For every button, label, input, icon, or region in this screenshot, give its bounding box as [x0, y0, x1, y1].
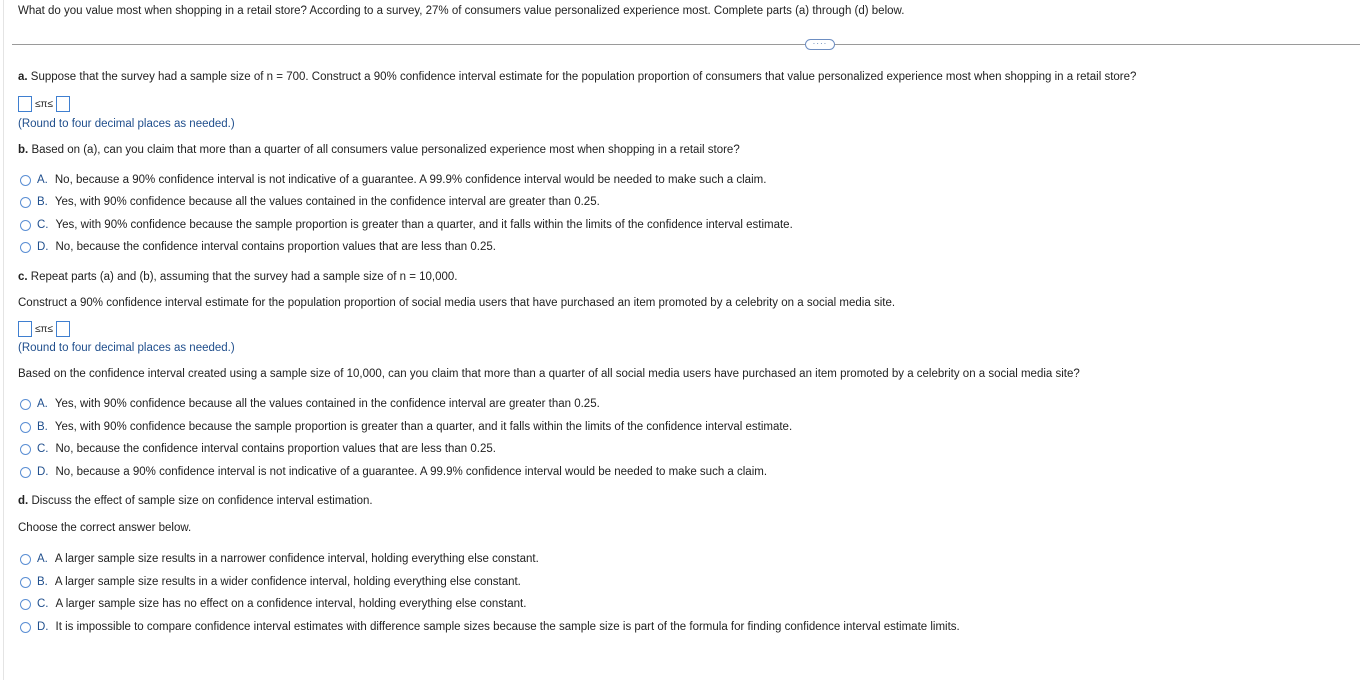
radio-icon[interactable] [20, 422, 31, 433]
radio-icon[interactable] [20, 242, 31, 253]
part-b-label: b. [18, 144, 29, 156]
option-text: Yes, with 90% confidence because the sample proportion is greater than a quarter, and it falls within the limits of the confidence interval estimate. [55, 219, 793, 231]
problem-intro: What do you value most when shopping in a retail store? According to a survey, 27% of consumers value personalized experience most. Complete parts (a) through (d) below. [18, 5, 905, 17]
more-button[interactable]: ···· [805, 39, 835, 50]
option-letter: D. [37, 466, 49, 478]
left-border [3, 0, 4, 680]
radio-icon[interactable] [20, 220, 31, 231]
radio-icon[interactable] [20, 399, 31, 410]
part-d-option-a[interactable] [20, 553, 539, 565]
option-text: A larger sample size results in a wider confidence interval, holding everything else constant. [54, 576, 521, 588]
option-text: Yes, with 90% confidence because all the values contained in the confidence interval are greater than 0.25. [54, 398, 600, 410]
option-letter: D. [37, 241, 49, 253]
part-d-option-d[interactable] [20, 621, 960, 633]
part-b-option-b[interactable] [20, 196, 600, 208]
option-text: Yes, with 90% confidence because the sample proportion is greater than a quarter, and it falls within the limits of the confidence interval estimate. [54, 421, 793, 433]
radio-icon[interactable] [20, 197, 31, 208]
part-b-option-c[interactable] [20, 219, 793, 231]
radio-icon[interactable] [20, 175, 31, 186]
part-c-option-b[interactable] [20, 421, 792, 433]
part-b-question [18, 144, 740, 156]
part-a-label: a. [18, 71, 28, 83]
part-a-question [18, 71, 1136, 83]
part-d-option-b[interactable] [20, 576, 521, 588]
part-c-construct: Construct a 90% confidence interval estimate for the population proportion of social media users that have purchased an item promoted by a celebrity on a social media site. [18, 297, 896, 309]
part-c-question [18, 271, 458, 283]
part-a-text: Suppose that the survey had a sample size of n = 700. Construct a 90% confidence interval estimate for the population proportion of consumers that value personalized experience most when shopping in a retail store? [30, 71, 1137, 83]
part-d-question [18, 495, 373, 507]
option-letter: B. [37, 421, 48, 433]
divider [12, 44, 1360, 45]
part-c-option-c[interactable] [20, 443, 496, 455]
part-a-inequality: ≤π≤ [35, 98, 53, 110]
option-letter: A. [37, 553, 48, 565]
part-c-inequality: ≤π≤ [35, 323, 53, 335]
part-c-hint: (Round to four decimal places as needed.) [18, 342, 235, 354]
option-text: No, because the confidence interval contains proportion values that are less than 0.25. [55, 241, 496, 253]
part-a-interval [18, 96, 70, 112]
option-letter: C. [37, 443, 49, 455]
radio-icon[interactable] [20, 599, 31, 610]
part-a-lower-input[interactable] [18, 96, 32, 112]
part-c-option-d[interactable] [20, 466, 767, 478]
part-d-option-c[interactable] [20, 598, 526, 610]
part-b-option-d[interactable] [20, 241, 496, 253]
part-a-upper-input[interactable] [56, 96, 70, 112]
part-d-prompt: Choose the correct answer below. [18, 522, 192, 534]
option-letter: A. [37, 398, 48, 410]
option-letter: C. [37, 598, 49, 610]
option-letter: D. [37, 621, 49, 633]
part-c-label: c. [18, 271, 28, 283]
option-letter: B. [37, 196, 48, 208]
part-d-label: d. [18, 495, 29, 507]
part-c-text: Repeat parts (a) and (b), assuming that the survey had a sample size of n = 10,000. [30, 271, 458, 283]
option-letter: B. [37, 576, 48, 588]
radio-icon[interactable] [20, 577, 31, 588]
part-b-text: Based on (a), can you claim that more than a quarter of all consumers value personalized experience most when shopping in a retail store? [31, 144, 740, 156]
radio-icon[interactable] [20, 467, 31, 478]
option-text: No, because a 90% confidence interval is not indicative of a guarantee. A 99.9% confidence interval would be needed to make such a claim. [55, 466, 768, 478]
radio-icon[interactable] [20, 444, 31, 455]
part-c-interval [18, 321, 70, 337]
option-text: No, because a 90% confidence interval is not indicative of a guarantee. A 99.9% confidence interval would be needed to make such a claim. [54, 174, 767, 186]
part-c-lower-input[interactable] [18, 321, 32, 337]
option-text: It is impossible to compare confidence interval estimates with difference sample sizes because the sample size is part of the formula for finding confidence interval estimate limits. [55, 621, 960, 633]
part-c-upper-input[interactable] [56, 321, 70, 337]
part-d-text: Discuss the effect of sample size on confidence interval estimation. [31, 495, 373, 507]
part-c-claim-question: Based on the confidence interval created using a sample size of 10,000, can you claim that more than a quarter of all social media users have purchased an item promoted by a celebrity on a social media site? [18, 368, 1080, 380]
option-letter: C. [37, 219, 49, 231]
option-letter: A. [37, 174, 48, 186]
option-text: Yes, with 90% confidence because all the values contained in the confidence interval are greater than 0.25. [54, 196, 600, 208]
part-c-option-a[interactable] [20, 398, 600, 410]
part-b-option-a[interactable] [20, 174, 766, 186]
option-text: A larger sample size results in a narrower confidence interval, holding everything else constant. [54, 553, 539, 565]
part-a-hint: (Round to four decimal places as needed.) [18, 118, 235, 130]
option-text: No, because the confidence interval contains proportion values that are less than 0.25. [55, 443, 496, 455]
radio-icon[interactable] [20, 622, 31, 633]
option-text: A larger sample size has no effect on a confidence interval, holding everything else constant. [55, 598, 527, 610]
radio-icon[interactable] [20, 554, 31, 565]
